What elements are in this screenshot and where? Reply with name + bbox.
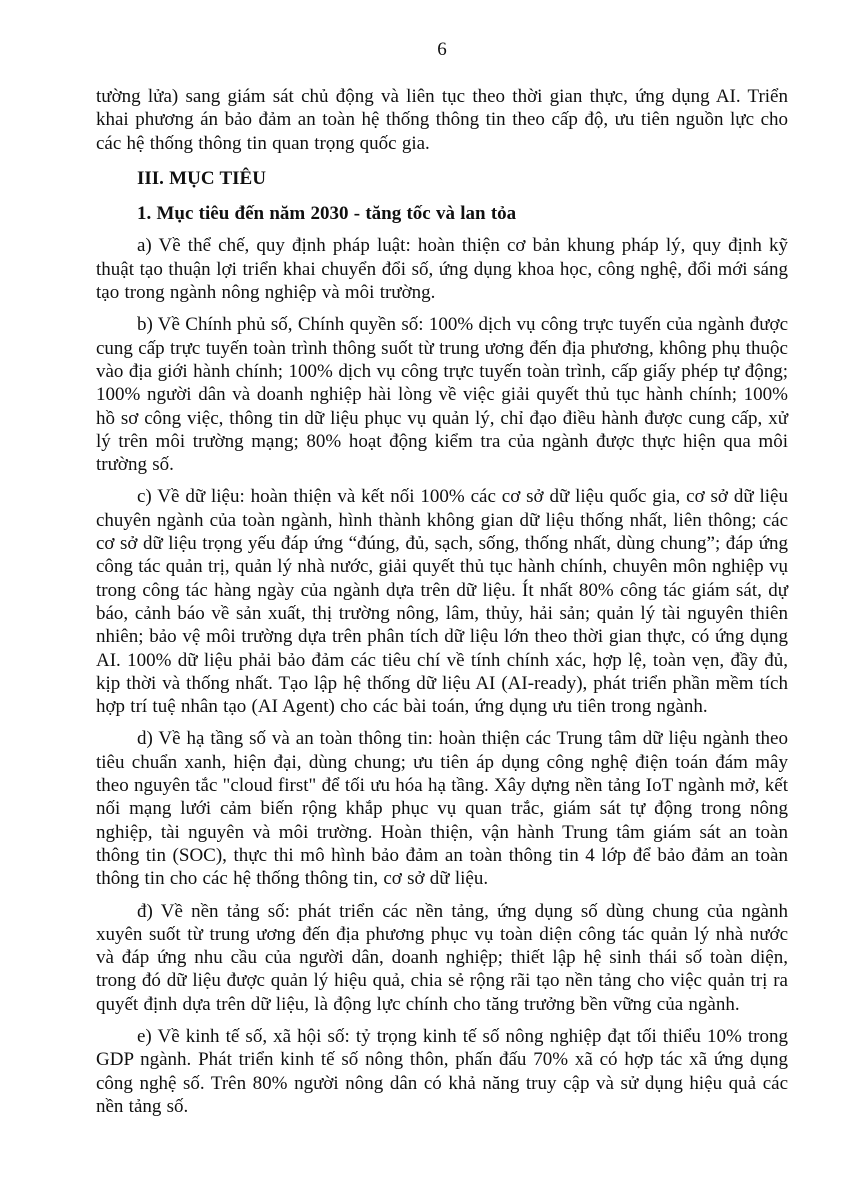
- paragraph-c-du-lieu: c) Về dữ liệu: hoàn thiện và kết nối 100% các cơ sở dữ liệu quốc gia, cơ sở dữ liệu chuyên ngành của toàn ngành, hình thành không gian dữ liệu thống nhất, liên thông; các cơ sở dữ liệu trọng yếu đáp ứng “đúng, đủ, sạch, sống, thống nhất, dùng chung”; đáp ứng công tác quản trị, quản lý nhà nước, giải quyết thủ tục hành chính, chuyên môn nghiệp vụ trong công tác hàng ngày của ngành dựa trên dữ liệu. Ít nhất 80% công tác giám sát, dự báo, cảnh báo về sản xuất, thị trường nông, lâm, thủy, hải sản; quản lý tài nguyên thiên nhiên; bảo vệ môi trường dựa trên phân tích dữ liệu lớn theo thời gian thực, có ứng dụng AI. 100% dữ liệu phải bảo đảm các tiêu chí về tính chính xác, hợp lệ, toàn vẹn, đầy đủ, kịp thời và thống nhất. Tạo lập hệ thống dữ liệu AI (AI-ready), phát triển phần mềm tích hợp trí tuệ nhân tạo (AI Agent) cho các bài toán, ứng dụng ưu tiên trong ngành.: [96, 486, 788, 718]
- paragraph-a-the-che: a) Về thể chế, quy định pháp luật: hoàn thiện cơ bản khung pháp lý, quy định kỹ thuật tạo thuận lợi triển khai chuyển đổi số, ứng dụng khoa học, công nghệ, đổi mới sáng tạo trong ngành nông nghiệp và môi trường.: [96, 235, 788, 304]
- paragraph-b-chinh-phu-so: b) Về Chính phủ số, Chính quyền số: 100% dịch vụ công trực tuyến của ngành được cung cấp trực tuyến toàn trình thông suốt từ trung ương đến địa phương, không phụ thuộc vào địa giới hành chính; 100% dịch vụ công trực tuyến toàn trình, cấp giấy phép tự động; 100% người dân và doanh nghiệp hài lòng về việc giải quyết thủ tục hành chính; 100% hồ sơ công việc, thông tin dữ liệu phục vụ quản lý, chỉ đạo điều hành được cung cấp, xử lý trên môi trường mạng; 80% hoạt động kiểm tra của ngành được thực hiện qua môi trường số.: [96, 314, 788, 476]
- paragraph-d-ha-tang-so: d) Về hạ tầng số và an toàn thông tin: hoàn thiện các Trung tâm dữ liệu ngành theo tiêu chuẩn xanh, hiện đại, dùng chung; ưu tiên áp dụng công nghệ điện toán đám mây theo nguyên tắc "cloud first" để tối ưu hóa hạ tầng. Xây dựng nền tảng IoT ngành mở, kết nối mạng lưới cảm biến rộng khắp phục vụ quan trắc, giám sát tự động trong nông nghiệp, tài nguyên và môi trường. Hoàn thiện, vận hành Trung tâm giám sát an toàn thông tin (SOC), thực thi mô hình bảo đảm an toàn thông tin 4 lớp để bảo đảm an toàn thông tin cho các hệ thống thông tin, cơ sở dữ liệu.: [96, 728, 788, 890]
- paragraph-dd-nen-tang-so: đ) Về nền tảng số: phát triển các nền tảng, ứng dụng số dùng chung của ngành xuyên suốt từ trung ương đến địa phương phục vụ toàn diện công tác quản lý nhà nước và đáp ứng nhu cầu của người dân, doanh nghiệp; thiết lập hệ sinh thái số toàn diện, trong đó dữ liệu được quản lý hiệu quả, chia sẻ rộng rãi tạo nền tảng cho việc quản trị ra quyết định dựa trên dữ liệu, là động lực chính cho tăng trưởng bền vững của ngành.: [96, 900, 788, 1015]
- heading-section-iii-muc-tieu: III. MỤC TIÊU: [137, 167, 266, 189]
- paragraph-e-kinh-te-so: e) Về kinh tế số, xã hội số: tỷ trọng kinh tế số nông nghiệp đạt tối thiểu 10% trong GDP ngành. Phát triển kinh tế số nông thôn, phấn đấu 70% xã có hợp tác xã ứng dụng công nghệ số. Trên 80% người nông dân có khả năng truy cập và sử dụng hiệu quả các nền tảng số.: [96, 1025, 788, 1117]
- heading-objective-2030: 1. Mục tiêu đến năm 2030 - tăng tốc và lan tỏa: [137, 203, 517, 225]
- paragraph-continuation: tường lửa) sang giám sát chủ động và liên tục theo thời gian thực, ứng dụng AI. Triển khai phương án bảo đảm an toàn hệ thống thông tin theo cấp độ, ưu tiên nguồn lực cho các hệ thống thông tin quan trọng quốc gia.: [96, 86, 788, 154]
- page-number: 6: [437, 39, 447, 60]
